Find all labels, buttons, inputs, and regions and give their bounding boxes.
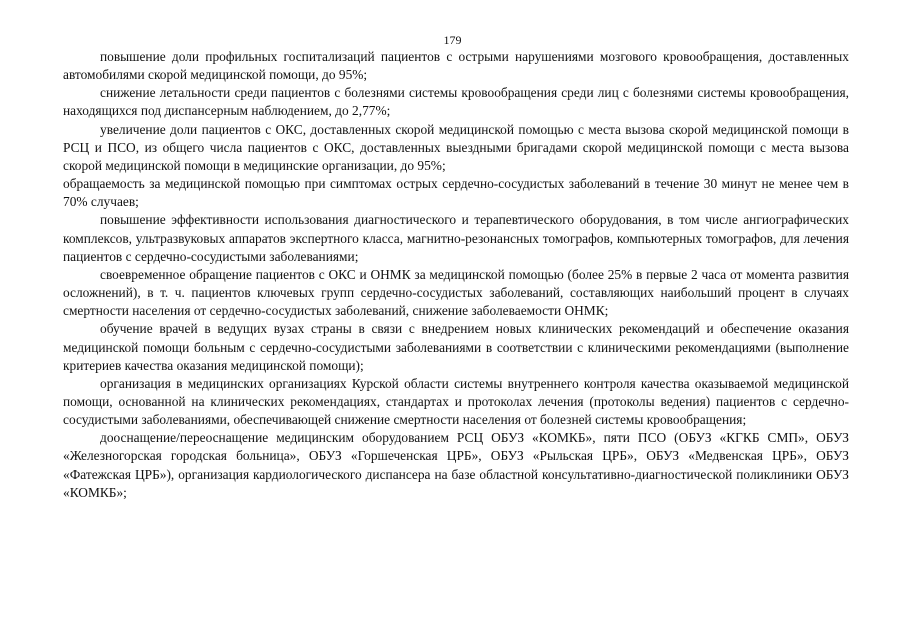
paragraph: обращаемость за медицинской помощью при симптомах острых сердечно-сосудистых заболеваний в течение 30 минут не менее чем в 70% случаев;	[63, 176, 849, 210]
paragraph: повышение эффективности использования диагностического и терапевтического оборудования, в том числе ангиографических комплексов, ультразвуковых аппаратов экспертного класса, магнитно-резонансных томографов, компьютерных томографов, для лечения пациентов с сердечно-сосудистыми заболеваниями;	[63, 212, 849, 264]
paragraph: обучение врачей в ведущих вузах страны в связи с внедрением новых клинических рекомендаций и обеспечение оказания медицинской помощи больным с сердечно-сосудистыми заболеваниями в соответствии с клиническими рекомендациями (выполнение критериев качества оказания медицинской помощи);	[63, 321, 849, 373]
paragraph: дооснащение/переоснащение медицинским оборудованием РСЦ ОБУЗ «КОМКБ», пяти ПСО (ОБУЗ «КГКБ СМП», ОБУЗ «Железногорская городская больница», ОБУЗ «Горшеченская ЦРБ», ОБУЗ «Рыльская ЦРБ», ОБУЗ «Медвенская ЦРБ», ОБУЗ «Фатежская ЦРБ»), организация кардиологического диспансера на базе областной консультативно-диагностической поликлиники ОБУЗ «КОМКБ»;	[63, 430, 849, 500]
page-number: 179	[443, 33, 462, 47]
document-body	[63, 48, 849, 502]
paragraph: увеличение доли пациентов с ОКС, доставленных скорой медицинской помощью с места вызова скорой медицинской помощи в РСЦ и ПСО, из общего числа пациентов с ОКС, доставленных выездными бригадами скорой медицинской помощи с места вызова скорой медицинской помощи в медицинские организации, до 95%;	[63, 121, 849, 173]
paragraph: повышение доли профильных госпитализаций пациентов с острыми нарушениями мозгового кровообращения, доставленных автомобилями скорой медицинской помощи, до 95%;	[63, 49, 849, 83]
paragraph: своевременное обращение пациентов с ОКС и ОНМК за медицинской помощью (более 25% в первые 2 часа от момента развития осложнений), в т. ч. пациентов ключевых групп сердечно-сосудистых заболеваний, составляющих наибольший процент в случаях смертности населения от сердечно-сосудистых заболеваний, снижение заболеваемости ОНМК;	[63, 266, 849, 319]
paragraph: снижение летальности среди пациентов с болезнями системы кровообращения среди лиц с болезнями системы кровообращения, находящихся под диспансерным наблюдением, до 2,77%;	[63, 85, 849, 119]
paragraph: организация в медицинских организациях Курской области системы внутреннего контроля качества оказываемой медицинской помощи, основанной на клинических рекомендациях, стандартах и протоколах лечения (протоколы ведения) пациентов с сердечно-сосудистыми заболеваниями, обеспечивающей снижение смертности населения от болезней системы кровообращения;	[63, 375, 849, 428]
